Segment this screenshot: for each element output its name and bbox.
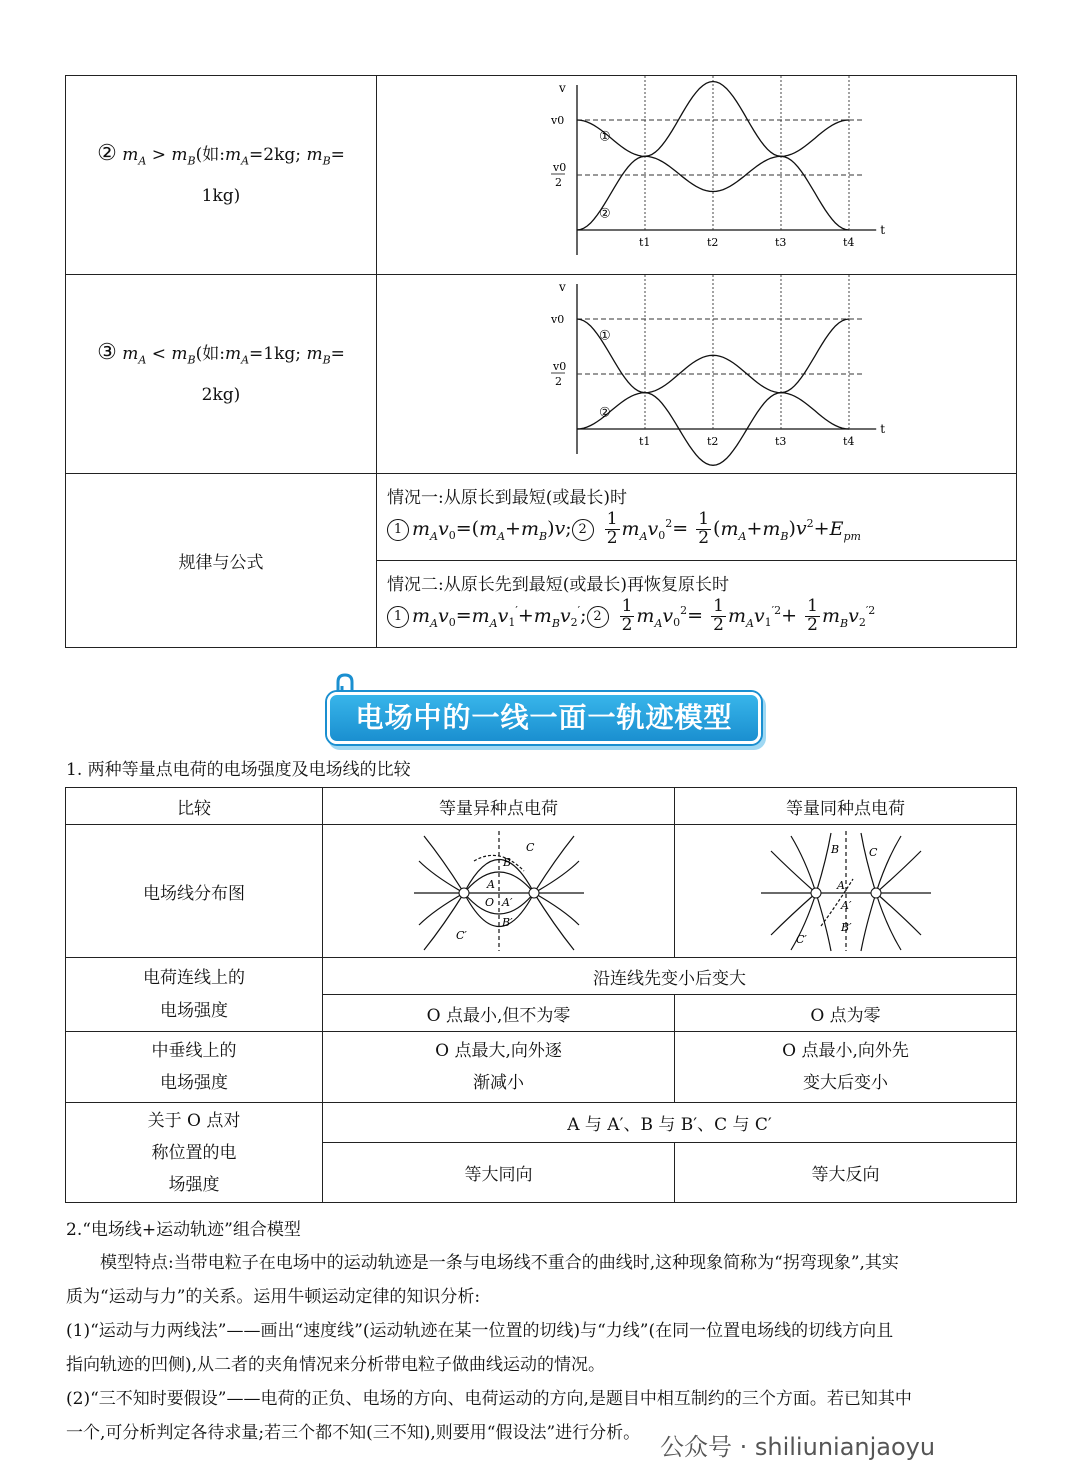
point-charge-comparison-table [65, 787, 1017, 1203]
x-tick-label-2: t2 [706, 236, 718, 249]
sym-field-opposite: 等大同向 [323, 1143, 675, 1203]
v0-tick-label: v0 [550, 313, 564, 326]
series-2-curve [577, 82, 849, 231]
half-v0-tick-denominator: 2 [554, 375, 562, 388]
para3-line2: 一个,可分析判定各待求量;若三个都不知(三不知),则要用“假设法”进行分析。 [66, 1423, 641, 1443]
label-C-prime: C′ [455, 929, 467, 942]
section2-title: 2.“电场线+运动轨迹”组合模型 [66, 1220, 301, 1240]
label-A-prime: A′ [501, 896, 512, 909]
vt-chart-case3 [517, 279, 885, 469]
x-tick-label-1: t1 [638, 236, 650, 249]
sym-field-label-cell [66, 1103, 323, 1203]
case2-title: 情况二:从原长先到最短(或最长)再恢复原长时 [387, 574, 729, 595]
paragraph-model [66, 1246, 1020, 1450]
case2-ma-value: =2kg; [249, 145, 302, 166]
case2-formula-cell [377, 561, 1017, 648]
label-O: O [484, 896, 494, 909]
label-B-same: B [830, 843, 839, 856]
perp-field-opposite [323, 1032, 675, 1103]
sym-field-label-1: 关于 O 点对 [147, 1110, 241, 1131]
perp-field-label-cell [66, 1032, 323, 1103]
header-same: 等量同种点电荷 [675, 788, 1017, 825]
opposite-fieldline-cell [323, 825, 675, 958]
case3-relation: < [151, 344, 166, 365]
line-field-label-1: 电荷连线上的 [143, 967, 245, 988]
case2-relation: > [151, 145, 166, 166]
label-B-prime-same: B′ [840, 921, 852, 934]
t-axis-label: t [879, 223, 885, 237]
opposite-charges-diagram [414, 831, 584, 951]
x-tick-label-4: t4 [842, 236, 854, 249]
case2-example-open: (如: [195, 145, 225, 166]
watermark: 公众号 · shiliunianjaoyu [660, 1433, 936, 1461]
label-A-prime-same: A′ [840, 899, 851, 912]
case3-mb-eq: = [330, 344, 345, 365]
case1-formula: 1 $m_Av_0=(m_A+m_B)v$; 2 $\frac{1}{2}$ $m_Av_0^2=$ $\frac{1}{2}$ $(m_A+m_B)v^2+E_{pm}$ [387, 511, 1006, 548]
case3-number: ③ [97, 340, 117, 366]
case3-label-cell: ③ $m_A < m_B$(如$:m_A=1kg$; $m_B=$ 2kg) [66, 275, 377, 474]
vt-chart-case2 [517, 80, 885, 270]
line-field-common: 沿连线先变小后变大 [323, 958, 1017, 995]
label-B-prime: B′ [501, 916, 513, 929]
curve-2-label: ② [598, 405, 611, 421]
line-field-same: O 点为零 [675, 995, 1017, 1032]
fieldline-row-label: 电场线分布图 [66, 825, 323, 958]
label-A-same: A [836, 879, 845, 892]
sym-field-same: 等大反向 [675, 1143, 1017, 1203]
t-axis-label: t [879, 422, 885, 436]
perp-field-label-1: 中垂线上的 [151, 1041, 237, 1061]
rule-label-cell [66, 474, 377, 648]
label-A: A [486, 878, 495, 891]
x-tick-label-3: t3 [774, 236, 786, 249]
case3-chart-cell [377, 275, 1017, 474]
case1-formula-cell [377, 474, 1017, 561]
curve-2-label: ② [598, 206, 611, 222]
half-v0-tick-denominator: 2 [554, 176, 562, 189]
curve-1-label: ① [598, 129, 611, 145]
section1-title: 1. 两种等量点电荷的电场强度及电场线的比较 [66, 760, 411, 780]
half-v0-tick-numerator: v0 [552, 161, 566, 174]
case2-chart-cell [377, 76, 1017, 275]
half-v0-tick-numerator: v0 [552, 360, 566, 373]
header-opposite: 等量异种点电荷 [323, 788, 675, 825]
case3-tail: 2kg) [201, 384, 241, 405]
x-tick-label-3: t3 [774, 435, 786, 448]
case3-example-open: (如: [195, 344, 225, 365]
para1-line2: 质为“运动与力”的关系。运用牛顿运动定律的知识分析: [66, 1287, 481, 1307]
para1-line1: 模型特点:当带电粒子在电场中的运动轨迹是一条与电场线不重合的曲线时,这种现象简称为“拐弯现象”,其实 [100, 1253, 899, 1273]
label-B: B [502, 856, 511, 869]
label-C: C [525, 841, 534, 854]
x-tick-label-4: t4 [842, 435, 854, 448]
sym-field-label-2: 称位置的电 [151, 1142, 237, 1163]
sym-field-common: A 与 A′、B 与 B′、C 与 C′ [323, 1103, 1017, 1143]
collision-table [65, 75, 1017, 648]
case2-tail: 1kg) [201, 185, 241, 206]
para2-line1: (1)“运动与力两线法”——画出“速度线”(运动轨迹在某一位置的切线)与“力线”(在同一位置电场线的切线方向且 [66, 1321, 894, 1341]
perp-field-opposite-1: O 点最大,向外逐 [435, 1041, 562, 1061]
case1-title: 情况一:从原长到最短(或最长)时 [387, 487, 627, 508]
same-charges-diagram [761, 831, 931, 951]
same-fieldline-cell [675, 825, 1017, 958]
perp-field-same [675, 1032, 1017, 1103]
case2-number: ② [97, 141, 117, 167]
label-C-same: C [868, 846, 877, 859]
curve-1-label: ① [598, 328, 611, 344]
line-field-label-2: 电场强度 [160, 1000, 228, 1021]
line-field-label-cell [66, 958, 323, 1032]
x-tick-label-2: t2 [706, 435, 718, 448]
line-field-opposite: O 点最小,但不为零 [323, 995, 675, 1032]
label-C-prime-same: C′ [795, 933, 807, 946]
v-axis-label: v [558, 280, 566, 294]
perp-field-same-2: 变大后变小 [803, 1073, 888, 1093]
v0-tick-label: v0 [550, 114, 564, 127]
x-tick-label-1: t1 [638, 435, 650, 448]
para2-line2: 指向轨迹的凹侧),从二者的夹角情况来分析带电粒子做曲线运动的情况。 [66, 1355, 606, 1375]
section-banner: 电场中的一线一面一轨迹模型 [327, 692, 761, 744]
v-axis-label: v [558, 81, 566, 95]
case2-formula: 1 $m_Av_0=m_Av_1'+m_Bv_2'$; 2 $\frac{1}{2}$ $m_Av_0^2=$ $\frac{1}{2}$ $m_Av_1^{'2}+$ $\frac{1}{2}$ $m_Bv_2^{'2}$ [387, 598, 1006, 635]
case2-mb-eq: = [330, 145, 345, 166]
sym-field-label-3: 场强度 [168, 1174, 220, 1195]
perp-field-opposite-2: 渐减小 [473, 1073, 524, 1093]
perp-field-same-1: O 点最小,向外先 [782, 1041, 909, 1061]
case3-ma-value: =1kg; [249, 344, 302, 365]
header-compare: 比较 [66, 788, 323, 825]
case2-label-cell: ② $m_A > m_B$(如$:m_A=2kg$; $m_B=$ 1kg) [66, 76, 377, 275]
para3-line1: (2)“三不知时要假设”——电荷的正负、电场的方向、电荷运动的方向,是题目中相互制约的三个方面。若已知其中 [66, 1389, 912, 1409]
perp-field-label-2: 电场强度 [160, 1073, 228, 1093]
rule-label: 规律与公式 [178, 553, 264, 573]
